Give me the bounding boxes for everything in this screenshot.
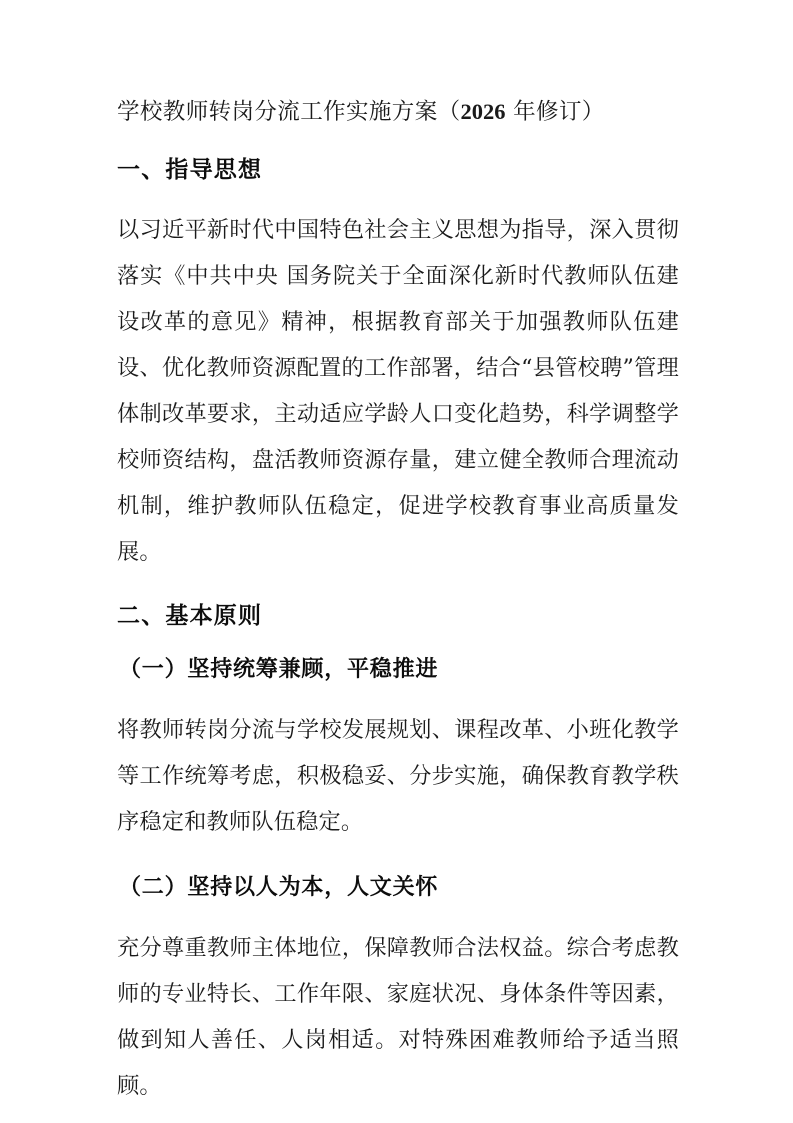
subsection-2-1-paragraph-1: 将教师转岗分流与学校发展规划、课程改革、小班化教学等工作统筹考虑，积极稳妥、分步实施，确保教育教学秩序稳定和教师队伍稳定。 [117,717,679,835]
document-content [117,96,679,1123]
document-title [117,96,679,128]
document-title-prefix: 学校教师转岗分流工作实施方案（ [117,99,461,125]
document-title-suffix: 年修订） [505,99,605,125]
subsection-heading-2-2: （二）坚持以人为本，人文关怀 [119,875,439,900]
document-title-year: 2026 [460,99,506,124]
section-heading-1: 一、指导思想 [117,157,263,183]
subsection-2-2-paragraph-1: 充分尊重教师主体地位，保障教师合法权益。综合考虑教师的专业特长、工作年限、家庭状况、身体条件等因素，做到知人善任、人岗相适。对特殊困难教师给予适当照顾。 [117,935,679,1099]
section-heading-2: 二、基本原则 [117,603,263,629]
subsection-heading-2-1: （一）坚持统筹兼顾，平稳推进 [119,657,439,682]
section-1-paragraph-1: 以习近平新时代中国特色社会主义思想为指导，深入贯彻落实《中共中央 国务院关于全面深化新时代教师队伍建设改革的意见》精神，根据教育部关于加强教师队伍建设、优化教师资源配置的工作部署，结合“县管校聘”管理体制改革要求，主动适应学龄人口变化趋势，科学调整学校师资结构，盘活教师资源存量，建立健全教师合理流动机制，维护教师队伍稳定，促进学校教育事业高质量发展。 [117,217,679,565]
